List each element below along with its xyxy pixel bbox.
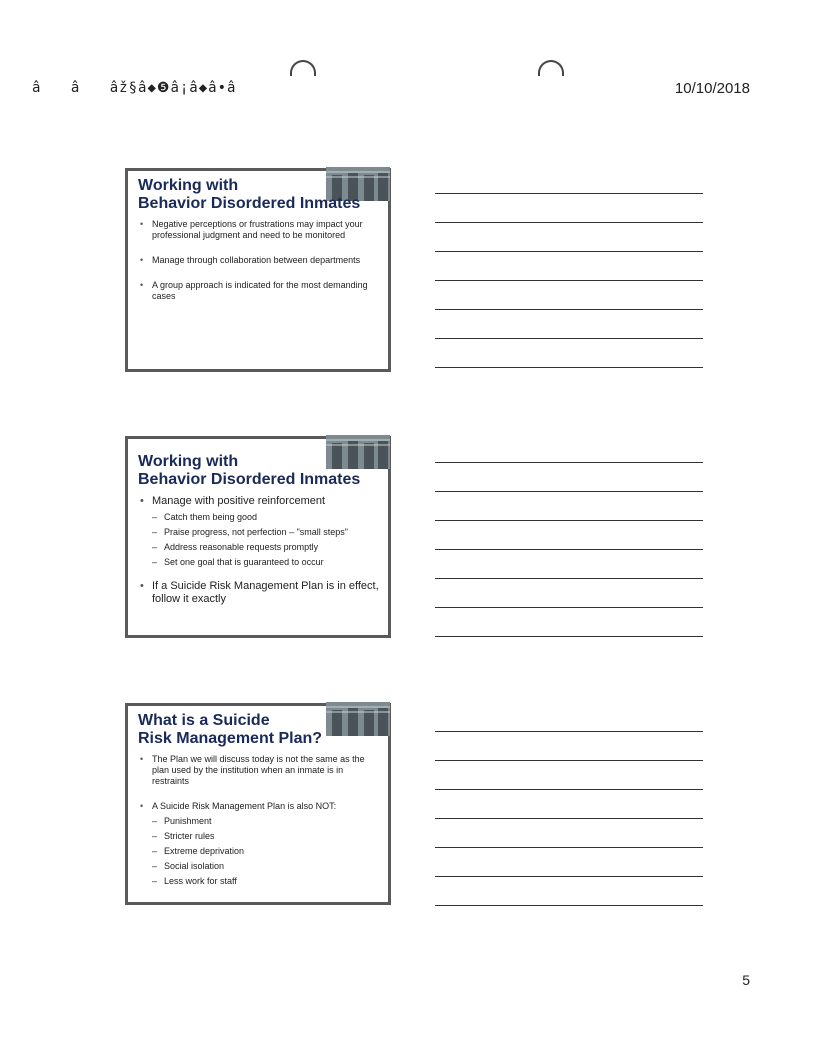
slide-2-bullet-1 [138,495,380,570]
note-line [435,847,703,848]
punch-hole-right [538,60,564,76]
slide-2-sub-item: – Set one goal that is guaranteed to occur [152,555,380,570]
slide-2-sub-item: – Praise progress, not perfection – "small steps" [152,525,380,540]
slide-2-sub-item: – Address reasonable requests promptly [152,540,380,555]
note-line [435,876,703,877]
note-line [435,367,703,368]
slide-3-sub-item: – Stricter rules [152,829,380,844]
note-line [435,905,703,906]
note-line [435,309,703,310]
slide-1-bullet-3: • A group approach is indicated for the most demanding cases [138,280,380,302]
note-line [435,193,703,194]
slide-1-bullets [138,219,380,302]
slide-3-bullets [138,754,380,889]
notes-lines-2 [435,462,703,665]
slide-3-title [138,712,380,748]
note-line [435,222,703,223]
slide-3-title-line2: Risk Management Plan? [138,730,323,747]
slide-2-bullets [138,495,380,606]
slide-1-bullet-1: • Negative perceptions or frustrations may impact your professional judgment and need to be monitored [138,219,380,241]
slide-3-bullet-1: • The Plan we will discuss today is not the same as the plan used by the institution when an inmate is in restraints [138,754,380,787]
note-line [435,462,703,463]
note-line [435,818,703,819]
slide-2-sub-list [152,510,380,570]
header-garbled-text [32,80,256,96]
note-line [435,731,703,732]
header-char-2: â [70,80,81,96]
punch-hole-left [290,60,316,76]
header-char-1: â [32,80,42,96]
note-line [435,280,703,281]
note-line [435,251,703,252]
page-number: 5 [742,972,750,988]
slide-3 [125,703,391,905]
note-line [435,760,703,761]
slide-1-bullet-2: • Manage through collaboration between departments [138,255,380,266]
slide-1 [125,168,391,372]
slide-3-sub-item: – Extreme deprivation [152,844,380,859]
slide-2-bullet-2: • If a Suicide Risk Management Plan is in effect, follow it exactly [138,580,380,606]
note-line [435,549,703,550]
slide-2 [125,436,391,638]
slide-2-title [138,453,380,489]
slide-2-sub-item: – Catch them being good [152,510,380,525]
slide-3-bullet-2-text: A Suicide Risk Management Plan is also NOT: [152,801,337,811]
slide-2-bullet-1-text: Manage with positive reinforcement [152,495,326,507]
slide-2-title-line2: Behavior Disordered Inmates [138,471,361,488]
notes-lines-3 [435,731,703,934]
slide-3-title-line1: What is a Suicide [138,712,270,729]
slide-1-title [138,177,380,213]
note-line [435,607,703,608]
slide-3-bullet-2 [138,801,380,889]
header-char-3: âž§â◆❺â¡â◆â•â [109,80,237,96]
notes-lines-1 [435,193,703,396]
slide-3-sub-item: – Social isolation [152,859,380,874]
slide-1-title-line1: Working with [138,177,239,194]
slide-3-sub-list [152,814,380,889]
slide-1-title-line2: Behavior Disordered Inmates [138,195,361,212]
note-line [435,520,703,521]
note-line [435,578,703,579]
header-date: 10/10/2018 [674,80,750,97]
slide-3-sub-item: – Punishment [152,814,380,829]
note-line [435,789,703,790]
slide-2-title-line1: Working with [138,453,239,470]
slide-3-sub-item: – Less work for staff [152,874,380,889]
note-line [435,636,703,637]
note-line [435,338,703,339]
note-line [435,491,703,492]
